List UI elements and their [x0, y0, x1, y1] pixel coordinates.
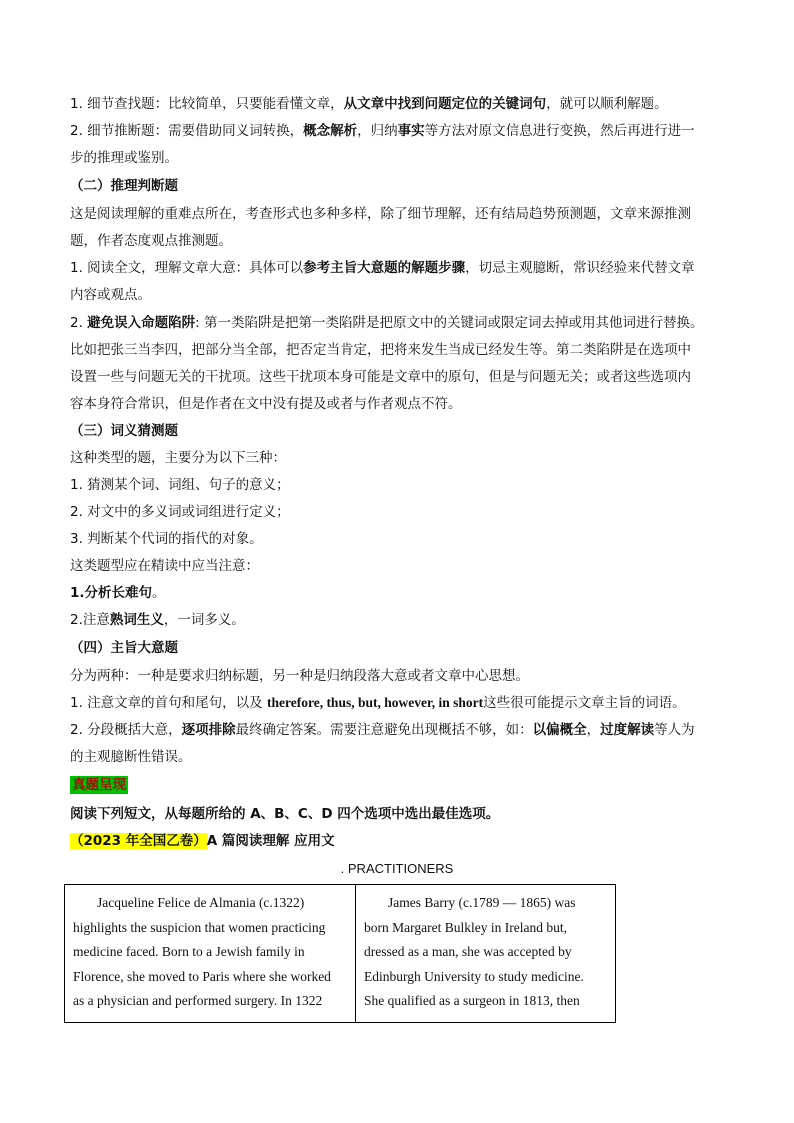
cell-line: James Barry (c.1789 — 1865) was — [388, 895, 576, 910]
text-segment: 熟词生义 — [109, 612, 164, 628]
cell-line: dressed as a man, she was accepted by — [364, 944, 572, 959]
text-segment: 3. 判断某个代词的指代的对象。 — [70, 531, 263, 547]
text-segment: 1.分析长难句 — [70, 585, 153, 601]
text-segment: 步的推理或鉴别。 — [70, 150, 178, 166]
text-line — [70, 530, 726, 548]
text-segment: 分为两种：一种是要求归纳标题，另一种是归纳段落大意或者文章中心思想。 — [70, 668, 529, 684]
text-segment: 。 — [152, 585, 166, 601]
text-segment: : 第一类陷阱是把第一类陷阱是把原文中的关键词或限定词去掉或用其他词进行替换。 — [195, 315, 704, 331]
text-segment: 2. 细节推断题：需要借助同义词转换， — [70, 123, 304, 139]
text-segment: 真题呈现 — [72, 777, 126, 793]
text-segment: 内容或观点。 — [70, 287, 151, 303]
text-line — [70, 667, 726, 685]
text-segment: （二）推理判断题 — [70, 178, 178, 194]
cell-line: Florence, she moved to Paris where she worked — [73, 968, 331, 984]
text-line — [70, 95, 726, 113]
text-line — [70, 149, 726, 167]
text-segment: 的主观臆断性错误。 — [70, 749, 192, 765]
passage-title: . PRACTITIONERS — [340, 861, 454, 876]
text-segment: 这类题型应在精读中应当注意： — [70, 558, 259, 574]
text-segment: 1. 阅读全文，理解文章大意：具体可以 — [70, 260, 304, 276]
passage-table — [64, 884, 616, 1023]
text-segment: （三）词义猜测题 — [70, 423, 178, 439]
text-segment: A 篇阅读理解 应用文 — [206, 833, 335, 849]
text-line — [70, 395, 726, 413]
cell-line: highlights the suspicion that women practicing — [73, 919, 326, 935]
table-cell-right — [356, 885, 616, 1023]
text-line — [70, 205, 726, 223]
cell-line: Jacqueline Felice de Almania (c.1322) — [97, 895, 305, 910]
text-segment: ，归纳 — [357, 123, 398, 139]
text-segment: 概念解析 — [303, 123, 358, 139]
section-heading — [70, 422, 726, 440]
text-segment: 这是阅读理解的重难点所在，考查形式也多种多样，除了细节理解，还有结局趋势预测题，文章来源推测 — [70, 206, 691, 222]
text-segment: 从文章中找到问题定位的关键词句 — [343, 96, 547, 112]
text-segment: 2.注意 — [70, 612, 110, 628]
section-label — [70, 776, 726, 794]
text-segment: ， — [586, 722, 601, 738]
text-line — [70, 503, 726, 521]
text-segment: 比如把张三当李四，把部分当全部，把否定当肯定，把将来发生当成已经发生等。第二类陷阱是在选项中 — [70, 342, 691, 358]
text-line — [70, 694, 726, 712]
text-line — [70, 611, 726, 629]
text-segment: ，切忌主观臆断，常识经验来代替文章 — [465, 260, 695, 276]
text-line — [70, 286, 726, 304]
text-line — [70, 449, 726, 467]
text-line — [70, 314, 726, 332]
text-segment: 2. 分段概括大意， — [70, 722, 182, 738]
text-segment: （四）主旨大意题 — [70, 640, 178, 656]
text-segment: 过度解读 — [600, 722, 655, 738]
text-segment: 这些很可能提示文章主旨的词语。 — [483, 695, 686, 711]
text-segment: 1. 猜测某个词、词组、句子的意义； — [70, 477, 290, 493]
cell-line: Edinburgh University to study medicine. — [364, 968, 584, 984]
text-line — [70, 259, 726, 277]
text-line — [70, 368, 726, 386]
text-line — [70, 557, 726, 575]
cell-line: She qualified as a surgeon in 1813, then — [364, 993, 580, 1008]
text-segment: 这种类型的题，主要分为以下三种： — [70, 450, 286, 466]
cell-line: born Margaret Bulkley in Ireland but, — [364, 919, 567, 935]
section-heading — [70, 639, 726, 657]
text-segment: 以偏概全 — [532, 722, 587, 738]
text-segment: 事实 — [397, 123, 425, 139]
text-segment: 设置一些与问题无关的干扰项。这些干扰项本身可能是文章中的原句，但是与问题无关；或者这些选项内 — [70, 369, 691, 385]
text-line — [70, 721, 726, 739]
text-segment: （2023 年全国乙卷） — [70, 833, 207, 849]
text-segment: 避免误入命题陷阱 — [87, 315, 196, 331]
table-cell-left — [65, 885, 356, 1023]
text-segment: 2. — [70, 315, 88, 331]
text-line — [70, 341, 726, 359]
text-line — [70, 476, 726, 494]
text-line — [70, 584, 726, 602]
text-segment: 阅读下列短文，从每题所给的 A、B、C、D 四个选项中选出最佳选项。 — [70, 806, 500, 822]
section-heading — [70, 177, 726, 195]
text-segment: ，一词多义。 — [163, 612, 245, 628]
text-segment: 逐项排除 — [181, 722, 236, 738]
text-segment: 1. 注意文章的首句和尾句，以及 — [70, 695, 267, 711]
source-label — [70, 832, 726, 850]
text-segment: 2. 对文中的多义词或词组进行定义； — [70, 504, 290, 520]
text-segment: 最终确定答案。需要注意避免出现概括不够，如： — [235, 722, 533, 738]
text-segment: therefore, thus, but, however, in short — [266, 695, 484, 710]
text-segment: 参考主旨大意题的解题步骤 — [303, 260, 466, 276]
instruction — [70, 805, 726, 823]
text-segment: 题，作者态度观点推测题。 — [70, 233, 232, 249]
text-line — [70, 122, 726, 140]
text-line — [70, 748, 726, 766]
text-segment: 等方法对原文信息进行变换，然后再进行进一 — [424, 123, 695, 139]
text-line — [70, 232, 726, 250]
text-segment: 容本身符合常识，但是作者在文中没有提及或者与作者观点不符。 — [70, 396, 462, 412]
text-segment: 1. 细节查找题：比较简单，只要能看懂文章， — [70, 96, 344, 112]
cell-line: as a physician and performed surgery. In 1322 — [73, 993, 323, 1008]
cell-line: medicine faced. Born to a Jewish family in — [73, 944, 305, 959]
table-row — [65, 885, 616, 1023]
text-segment: 等人为 — [654, 722, 695, 738]
text-segment: ，就可以顺利解题。 — [546, 96, 668, 112]
